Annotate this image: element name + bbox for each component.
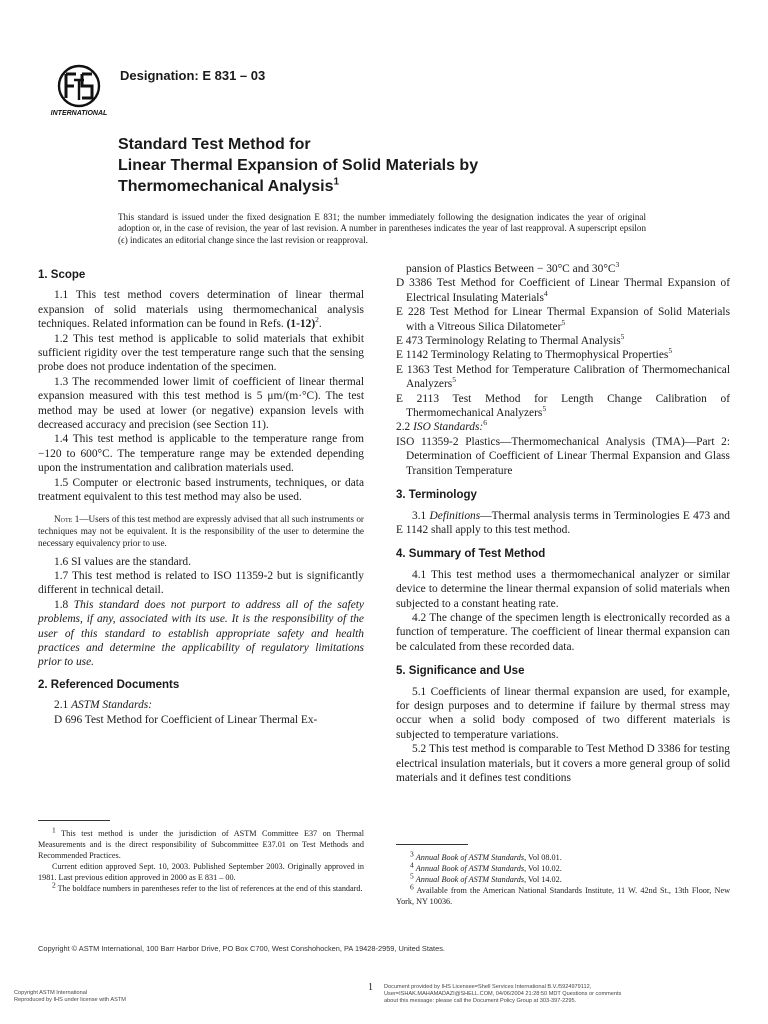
astm-logo (46, 64, 112, 118)
footnote-edition: Current edition approved Sept. 10, 2003. Published September 2003. Originally approved in 1981. Last previous edition approved in 2000 as E 831 – 00. (38, 862, 364, 882)
footnote-6: $^6$ Available from the American National Standards Institute, 11 W. 42nd St., 13th Floor, New York, NY 10036. (396, 882, 730, 906)
footnote-1: $^1$ This test method is under the jurisdiction of ASTM Committee E37 on Thermal Measurements and is the direct responsibility of Subcommittee E37.01 on Test Methods and Recommended Practices. (38, 825, 364, 860)
footnote-5: $^5$ Annual Book of ASTM Standards, Vol 14.02. (410, 871, 562, 884)
paragraph-4-2: 4.2 The change of the specimen length is electronically recorded as a function of temperature. The coefficient of linear thermal expansion can be calculated from these recorded data. (396, 611, 730, 653)
footnotes-right (396, 849, 730, 907)
title-line-2: Linear Thermal Expansion of Solid Materials by (118, 157, 479, 174)
issuance-note: This standard is issued under the fixed designation E 831; the number immediately following the designation indicates the year of original adoption or, in the case of revision, the year of last revision. A number in parentheses indicates the year of last reapproval. A superscript epsilon (ϵ) indicates an editorial change since the last revision or reapproval. (118, 212, 646, 245)
footnote-rule-left (38, 820, 110, 821)
left-column (38, 262, 364, 727)
paragraph-1-4: 1.4 This test method is applicable to the temperature range from −120 to 600°C. The temperature range may be extended depending upon the instrumentation and calibration materials used. (38, 433, 364, 475)
paragraph-1-2: 1.2 This test method is applicable to solid materials that exhibit sufficient rigidity over the test temperature range such that the sensing probe does not produce indentation of the specimen. (38, 332, 364, 374)
right-column (396, 262, 730, 785)
reference-d696-continued: pansion of Plastics Between − 30°C and $30^\circ C^3$ (406, 260, 620, 275)
title-line-3: Thermomechanical Analysis$^1$ (118, 176, 340, 195)
paragraph-1-1: 1.1 This test method covers determination of linear thermal expansion of solid materials using thermomechanical analysis techniques. Related information can be found in Refs. $(1-12)^2$. (38, 289, 364, 331)
reference-e1142: E 1142 Terminology Relating to Thermophysical Properties$^5$ (396, 346, 673, 362)
designation: Designation: E 831 – 03 (120, 68, 266, 83)
reference-e228: E 228 Test Method for Linear Thermal Expansion of Solid Materials with a Vitreous Silica Dilatometer$^5$ (396, 306, 730, 333)
paragraph-4-1: 4.1 This test method uses a thermomechanical analyzer or similar device to determine the linear thermal expansion of solid materials when subjected to a constant heating rate. (396, 568, 730, 610)
paragraph-1-5: 1.5 Computer or electronic based instruments, techniques, or data treatment equivalent to this test method may also be used. (38, 476, 364, 504)
section-heading-summary: 4. Summary of Test Method (396, 548, 546, 561)
paragraph-1-7: 1.7 This test method is related to ISO 11359-2 but is significantly different in technical detail. (38, 569, 364, 597)
license-notice: Copyright ASTM International Reproduced by IHS under license with ASTM (14, 990, 126, 1004)
title-footnote-mark: 1 (333, 176, 340, 188)
paragraph-1-8: 1.8 This standard does not purport to address all of the safety problems, if any, associated with its use. It is the responsibility of the user of this standard to establish appropriate safety and health practices and determine the applicability of regulatory limitations prior to use. (38, 598, 364, 669)
footnote-2: $^2$ The boldface numbers in parentheses refer to the list of references at the end of this standard. (52, 880, 363, 893)
reference-iso-11359-2: ISO 11359-2 Plastics—Thermomechanical Analysis (TMA)—Part 2: Determination of Coefficient of Linear Thermal Expansion and Glass Transition Temperature (396, 435, 730, 477)
reference-d3386: D 3386 Test Method for Coefficient of Linear Thermal Expansion of Electrical Insulating Materials$^4$ (396, 277, 730, 304)
paragraph-1-6: 1.6 SI values are the standard. (54, 555, 191, 568)
paragraph-3-1: 3.1 Definitions—Thermal analysis terms in Terminologies E 473 and E 1142 shall apply to this test method. (396, 509, 730, 536)
paragraph-1-3: 1.3 The recommended lower limit of coefficient of linear thermal expansion measured with this test method is 5 μm/(m·°C). The test method may be used at lower (or negative) expansion levels with decreased accuracy and precision (see Section 11). (38, 375, 364, 432)
logo-text: INTERNATIONAL (50, 110, 108, 117)
section-heading-referenced-documents: 2. Referenced Documents (38, 678, 180, 691)
paragraph-2-2: 2.2 ISO Standards:$^6$ (396, 418, 487, 434)
footnote-4: $^4$ Annual Book of ASTM Standards, Vol 10.02. (410, 860, 562, 873)
section-heading-terminology: 3. Terminology (396, 489, 477, 502)
footnote-rule-right (396, 844, 468, 845)
document-provider-notice: Document provided by IHS Licensee=Shell Services International B.V./5924979112, User=ISHAK.MAHAMADAZI@SHELL.COM, 04/06/2004 21:28:50 MDT Questions or comments about this message: please call the Document Policy Group at 303-397-2295. (384, 984, 622, 1005)
footnotes-left (38, 825, 364, 894)
title-line-1: Standard Test Method for (118, 136, 311, 153)
paragraph-5-2: 5.2 This test method is comparable to Test Method D 3386 for testing electrical insulation materials, but it covers a more general group of solid materials and it defines test conditions (396, 743, 730, 784)
paragraph-5-1: 5.1 Coefficients of linear thermal expansion are used, for example, for design purposes and to determine if failure by thermal stress may occur when a solid body composed of two different materials is subjected to temperature variations. (396, 685, 730, 741)
section-heading-scope: 1. Scope (38, 269, 86, 281)
note-1: Note 1—Users of this test method are expressly advised that all such instruments or techniques may not be equivalent. It is the responsibility of the user to determine the necessary equivalency prior to use. (38, 513, 364, 548)
reference-e473: E 473 Terminology Relating to Thermal Analysis$^5$ (396, 332, 625, 348)
reference-e1363: E 1363 Test Method for Temperature Calibration of Thermomechanical Analyzers$^5$ (396, 363, 730, 391)
section-heading-significance: 5. Significance and Use (396, 665, 525, 678)
reference-e2113: E 2113 Test Method for Length Change Calibration of Thermomechanical Analyzers$^5$ (396, 392, 730, 420)
page-number: 1 (368, 982, 373, 993)
document-title (118, 134, 678, 197)
paragraph-2-1: 2.1 ASTM Standards: (54, 699, 152, 712)
footnote-3: $^3$ Annual Book of ASTM Standards, Vol 08.01. (410, 849, 562, 862)
reference-d696: D 696 Test Method for Coefficient of Linear Thermal Ex- (54, 713, 318, 726)
copyright-line: Copyright © ASTM International, 100 Barr Harbor Drive, PO Box C700, West Conshohocken, PA 19428-2959, United States. (38, 944, 445, 953)
